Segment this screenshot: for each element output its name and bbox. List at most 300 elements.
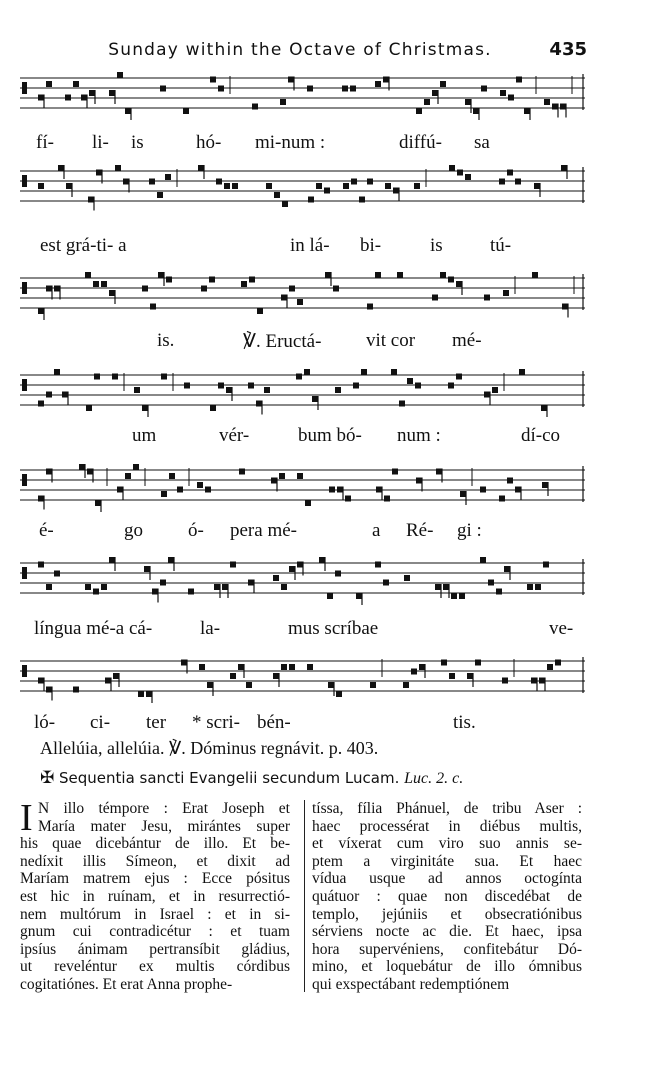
neume-note	[109, 90, 115, 96]
neume-note	[496, 589, 502, 595]
neume-note	[297, 562, 303, 568]
neume-note	[161, 491, 167, 497]
neume-note	[336, 691, 342, 697]
neume-note	[407, 378, 413, 384]
neume-note	[168, 557, 174, 563]
neume-note	[157, 192, 163, 198]
gospel-text-line: nedíxit illis Símeon, et dixit ad	[20, 852, 290, 870]
gospel-text-line: María mater Jesu, mirántes super	[38, 817, 290, 835]
neume-note	[54, 369, 60, 375]
neume-note	[197, 482, 203, 488]
neume-note	[93, 281, 99, 287]
neume-note	[542, 482, 548, 488]
neume-note	[96, 170, 102, 176]
chant-staff-5	[20, 462, 585, 512]
neume-note	[88, 197, 94, 203]
neume-note	[205, 487, 211, 493]
neume-note	[460, 491, 466, 497]
gospel-text-line: nem multórum in Israel : et in si-	[20, 905, 290, 923]
neume-note	[561, 165, 567, 171]
neume-note	[73, 81, 79, 87]
neume-note	[443, 584, 449, 590]
clef-mark	[22, 175, 27, 187]
neume-note	[383, 77, 389, 83]
lyric-syllable: diffú-	[399, 132, 442, 153]
clef-mark	[22, 82, 27, 94]
neume-note	[481, 86, 487, 92]
neume-note	[289, 664, 295, 670]
neume-note	[248, 383, 254, 389]
neume-note	[117, 72, 123, 78]
neume-note	[488, 580, 494, 586]
neume-note	[166, 277, 172, 283]
neume-note	[307, 664, 313, 670]
neume-note	[289, 566, 295, 572]
gospel-text-line: Maríam matrem ejus : Ecce pósitus	[20, 870, 290, 888]
lyric-line-4	[0, 425, 665, 451]
neume-note	[248, 580, 254, 586]
neume-note	[432, 295, 438, 301]
neume-note	[66, 183, 72, 189]
neume-note	[198, 165, 204, 171]
neume-note	[503, 290, 509, 296]
neume-note	[484, 295, 490, 301]
neume-note	[158, 272, 164, 278]
neume-note	[123, 179, 129, 185]
clef-mark	[22, 567, 27, 579]
lyric-syllable: mé-	[452, 330, 482, 351]
neume-note	[86, 405, 92, 411]
neume-note	[385, 183, 391, 189]
neume-note	[328, 682, 334, 688]
page-number: 435	[549, 39, 587, 60]
neume-note	[46, 687, 52, 693]
neume-note	[345, 496, 351, 502]
neume-note	[281, 584, 287, 590]
lyric-syllable: in lá-	[290, 235, 330, 256]
neume-note	[218, 86, 224, 92]
neume-note	[46, 584, 52, 590]
neume-note	[325, 272, 331, 278]
neume-note	[376, 487, 382, 493]
gospel-text-line: quátuor : quae non discedébat de	[312, 887, 582, 905]
lyric-syllable: tis.	[453, 712, 476, 733]
lyric-syllable: língua mé-a cá-	[34, 618, 153, 639]
neume-note	[117, 487, 123, 493]
lyric-syllable: bum bó-	[298, 425, 362, 446]
neume-note	[38, 496, 44, 502]
neume-note	[560, 104, 566, 110]
neume-note	[38, 308, 44, 314]
lyric-syllable: tú-	[490, 235, 512, 256]
neume-note	[544, 99, 550, 105]
gospel-text-line: his quae dicebántur de illo. Et be-	[20, 835, 290, 853]
neume-note	[393, 188, 399, 194]
neume-note	[440, 272, 446, 278]
lyric-line-3	[0, 330, 665, 356]
neume-note	[324, 188, 330, 194]
gospel-text-line: mino, et loquebátur de illo ómnibus	[312, 958, 582, 976]
neume-note	[448, 277, 454, 283]
neume-note	[316, 183, 322, 189]
lyric-syllable: ve-	[549, 618, 574, 639]
neume-note	[112, 374, 118, 380]
neume-note	[142, 405, 148, 411]
lyric-syllable: bi-	[360, 235, 382, 256]
clef-mark	[22, 379, 27, 391]
lyric-syllable: é-	[39, 520, 54, 541]
neume-note	[448, 383, 454, 389]
neume-note	[160, 86, 166, 92]
neume-note	[81, 95, 87, 101]
neume-note	[370, 682, 376, 688]
neume-note	[46, 392, 52, 398]
lyric-line-2	[0, 235, 665, 261]
neume-note	[305, 500, 311, 506]
neume-note	[435, 584, 441, 590]
neume-note	[515, 487, 521, 493]
neume-note	[367, 179, 373, 185]
neume-note	[183, 108, 189, 114]
neume-note	[288, 77, 294, 83]
neume-note	[271, 478, 277, 484]
lyric-line-7	[0, 712, 665, 738]
gospel-text-line: ut reveléntur ex multis córdibus	[20, 958, 290, 976]
neume-note	[161, 374, 167, 380]
neume-note	[399, 401, 405, 407]
lyric-syllable: mi-num :	[255, 132, 326, 153]
neume-note	[94, 374, 100, 380]
lyric-syllable: go	[124, 520, 143, 541]
neume-note	[456, 281, 462, 287]
neume-note	[38, 95, 44, 101]
neume-note	[507, 478, 513, 484]
lyric-syllable: vér-	[219, 425, 250, 446]
running-head-title: Sunday within the Octave of Christmas.	[108, 40, 492, 60]
neume-note	[160, 580, 166, 586]
neume-note	[335, 387, 341, 393]
neume-note	[383, 580, 389, 586]
neume-note	[297, 473, 303, 479]
neume-note	[367, 304, 373, 310]
lyric-syllable: ló-	[34, 712, 56, 733]
neume-note	[256, 401, 262, 407]
neume-note	[87, 469, 93, 475]
lyric-line-6	[0, 618, 665, 644]
cross-icon: ✠	[40, 768, 55, 788]
neume-note	[516, 77, 522, 83]
chant-staff-3	[20, 270, 585, 320]
lyric-line-1	[0, 132, 665, 158]
gospel-text-line: N illo témpore : Erat Joseph et	[38, 800, 290, 817]
neume-note	[499, 179, 505, 185]
gospel-text-line: ptem a virginitáte sua. Et haec	[312, 852, 582, 870]
neume-note	[350, 86, 356, 92]
neume-note	[239, 469, 245, 475]
neume-note	[531, 678, 537, 684]
lyric-syllable: num :	[397, 425, 441, 446]
neume-note	[210, 77, 216, 83]
neume-note	[282, 201, 288, 207]
neume-note	[296, 374, 302, 380]
clef-mark	[22, 665, 27, 677]
neume-note	[125, 108, 131, 114]
neume-note	[273, 575, 279, 581]
lyric-syllable: ℣. Eructá-	[243, 331, 322, 352]
neume-note	[411, 669, 417, 675]
lyric-syllable: a	[372, 520, 381, 541]
neume-note	[218, 383, 224, 389]
neume-note	[279, 473, 285, 479]
neume-note	[543, 562, 549, 568]
neume-note	[353, 383, 359, 389]
clef-mark	[22, 474, 27, 486]
neume-note	[109, 290, 115, 296]
chant-staff-4	[20, 367, 585, 417]
lyric-syllable: mus scríbae	[288, 618, 379, 639]
neume-note	[289, 286, 295, 292]
neume-note	[54, 571, 60, 577]
neume-note	[416, 478, 422, 484]
neume-note	[249, 277, 255, 283]
neume-note	[415, 383, 421, 389]
neume-note	[499, 496, 505, 502]
neume-note	[115, 165, 121, 171]
chant-staff-7	[20, 653, 585, 703]
neume-note	[138, 691, 144, 697]
neume-note	[281, 664, 287, 670]
neume-note	[492, 387, 498, 393]
alleluia-line: Allelúia, allelúia. ℣. Dóminus regnávit. p. 403.	[40, 738, 379, 758]
neume-note	[264, 387, 270, 393]
neume-note	[375, 562, 381, 568]
neume-note	[230, 673, 236, 679]
lyric-syllable: hó-	[196, 132, 222, 153]
neume-note	[329, 487, 335, 493]
neume-note	[343, 183, 349, 189]
neume-note	[89, 90, 95, 96]
gospel-text-line: gnum cui contradicétur : et tuam	[20, 923, 290, 941]
lyric-syllable: ó-	[188, 520, 204, 541]
neume-note	[238, 664, 244, 670]
neume-note	[327, 593, 333, 599]
neume-note	[62, 392, 68, 398]
neume-note	[79, 464, 85, 470]
neume-note	[552, 104, 558, 110]
neume-note	[165, 174, 171, 180]
neume-note	[465, 174, 471, 180]
neume-note	[85, 584, 91, 590]
neume-note	[149, 179, 155, 185]
gospel-text-line: tíssa, fília Phánuel, de tribu Aser :	[312, 800, 582, 817]
gospel-text-line: est hic in ruínam, et in resurrectió-	[20, 887, 290, 905]
lyric-syllable: ci-	[90, 712, 111, 733]
neume-note	[184, 383, 190, 389]
neume-note	[307, 86, 313, 92]
lyric-syllable: fí-	[36, 132, 54, 153]
neume-note	[524, 108, 530, 114]
neume-note	[95, 500, 101, 506]
lyric-syllable: * scri-	[192, 712, 241, 733]
neume-note	[304, 369, 310, 375]
neume-note	[142, 286, 148, 292]
neume-note	[465, 99, 471, 105]
neume-note	[539, 678, 545, 684]
chant-staff-6	[20, 555, 585, 605]
lyric-syllable: is	[430, 235, 443, 256]
neume-note	[384, 496, 390, 502]
neume-note	[356, 593, 362, 599]
neume-note	[507, 170, 513, 176]
neume-note	[38, 562, 44, 568]
neume-note	[93, 589, 99, 595]
neume-note	[280, 99, 286, 105]
lyric-syllable: sa	[474, 132, 490, 153]
neume-note	[134, 387, 140, 393]
neume-note	[342, 86, 348, 92]
neume-note	[500, 90, 506, 96]
neume-note	[101, 584, 107, 590]
neume-note	[257, 308, 263, 314]
neume-note	[54, 286, 60, 292]
neume-note	[502, 678, 508, 684]
neume-note	[216, 179, 222, 185]
lyric-syllable: Ré-	[406, 520, 434, 541]
neume-note	[541, 405, 547, 411]
neume-note	[555, 660, 561, 666]
neume-note	[480, 557, 486, 563]
gospel-text-line: hora supervéniens, confitebátur Dó-	[312, 940, 582, 958]
neume-note	[359, 197, 365, 203]
neume-note	[562, 304, 568, 310]
neume-note	[230, 562, 236, 568]
neume-note	[432, 90, 438, 96]
neume-note	[38, 678, 44, 684]
neume-note	[392, 469, 398, 475]
scripture-reference: Luc. 2. c.	[404, 770, 464, 787]
neume-note	[403, 682, 409, 688]
neume-note	[232, 183, 238, 189]
neume-note	[337, 487, 343, 493]
neume-note	[535, 584, 541, 590]
neume-note	[416, 108, 422, 114]
neume-note	[480, 487, 486, 493]
neume-note	[222, 584, 228, 590]
neume-note	[58, 165, 64, 171]
neume-note	[436, 469, 442, 475]
neume-note	[246, 682, 252, 688]
neume-note	[419, 664, 425, 670]
neume-note	[351, 179, 357, 185]
neume-note	[532, 272, 538, 278]
neume-note	[440, 81, 446, 87]
neume-note	[125, 473, 131, 479]
neume-note	[333, 286, 339, 292]
neume-note	[133, 464, 139, 470]
gospel-text-line: et víxerat cum viro suo annis se-	[312, 835, 582, 853]
neume-note	[457, 170, 463, 176]
gospel-text-line: sérviens nocte ac die. Et haec, ipsa	[312, 923, 582, 941]
gospel-text-line: cogitatiónes. Et erat Anna prophe-	[20, 975, 233, 993]
lyric-syllable: la-	[200, 618, 221, 639]
lyric-syllable: um	[132, 425, 157, 446]
neume-note	[226, 387, 232, 393]
neume-note	[224, 183, 230, 189]
lyric-syllable: gi :	[457, 520, 482, 541]
neume-note	[281, 295, 287, 301]
gospel-text-line: ipsíus ánimam pertransíbit gládius,	[20, 940, 290, 958]
neume-note	[375, 272, 381, 278]
gospel-left-column	[20, 797, 290, 994]
neume-note	[210, 405, 216, 411]
neume-note	[113, 673, 119, 679]
drop-cap-initial: I	[20, 797, 33, 839]
neume-note	[241, 281, 247, 287]
neume-note	[201, 286, 207, 292]
neume-note	[312, 396, 318, 402]
neume-note	[65, 95, 71, 101]
column-divider	[304, 800, 305, 992]
lyric-syllable: is.	[157, 330, 175, 351]
neume-note	[38, 401, 44, 407]
gospel-right-column	[312, 800, 582, 994]
neume-note	[449, 673, 455, 679]
gospel-text-line: haec processérat in diébus multis,	[312, 817, 582, 835]
lyric-line-5	[0, 520, 665, 546]
chant-staff-2	[20, 163, 585, 213]
chant-staff-1	[20, 70, 585, 120]
neume-note	[319, 557, 325, 563]
lyric-syllable: li-	[92, 132, 109, 153]
neume-note	[209, 277, 215, 283]
neume-note	[449, 165, 455, 171]
neume-note	[391, 369, 397, 375]
neume-note	[177, 487, 183, 493]
neume-note	[105, 678, 111, 684]
neume-note	[451, 593, 457, 599]
neume-note	[424, 99, 430, 105]
neume-note	[73, 687, 79, 693]
neume-note	[459, 593, 465, 599]
neume-note	[85, 272, 91, 278]
neume-note	[152, 589, 158, 595]
neume-note	[144, 566, 150, 572]
neume-note	[101, 281, 107, 287]
neume-note	[273, 673, 279, 679]
neume-note	[527, 584, 533, 590]
neume-note	[456, 374, 462, 380]
neume-note	[361, 369, 367, 375]
gospel-text-line: templo, jejúniis et obsecratiónibus	[312, 905, 582, 923]
neume-note	[46, 469, 52, 475]
neume-note	[169, 473, 175, 479]
neume-note	[375, 81, 381, 87]
neume-note	[181, 660, 187, 666]
neume-note	[274, 192, 280, 198]
neume-note	[504, 566, 510, 572]
neume-note	[414, 183, 420, 189]
running-head	[0, 40, 665, 64]
neume-note	[266, 183, 272, 189]
neume-note	[475, 660, 481, 666]
neume-note	[404, 575, 410, 581]
lyric-syllable: pera mé-	[230, 520, 297, 541]
neume-note	[109, 557, 115, 563]
neume-note	[508, 95, 514, 101]
neume-note	[214, 584, 220, 590]
neume-note	[467, 673, 473, 679]
sequence-heading-text: Sequentia sancti Evangelii secundum Lucam.	[59, 769, 400, 787]
